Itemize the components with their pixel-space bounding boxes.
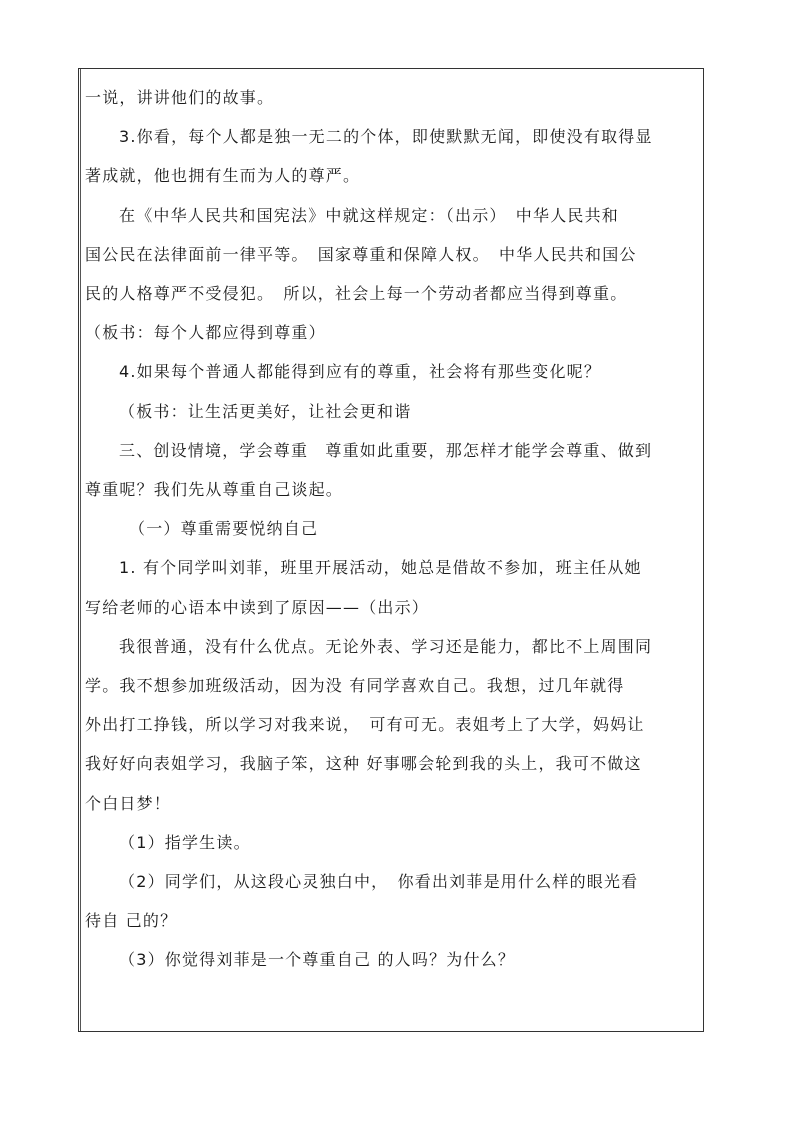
- paragraph-liu-fei-intro: [85, 548, 699, 626]
- subsection-heading: （一）尊重需要悦纳自己: [129, 519, 319, 539]
- text-line: （2）同学们，从这段心灵独白中， 你看出刘菲是用什么样的眼光看: [119, 872, 639, 892]
- blackboard-note: （板书：让生活更美好，让社会更和谐: [119, 401, 412, 421]
- paragraph-continuation: [85, 78, 699, 117]
- paragraph-subheading: [85, 509, 699, 548]
- text-line: 尊重呢？我们先从尊重自己谈起。: [85, 480, 344, 500]
- paragraph-unique-dignity: [85, 117, 699, 195]
- text-line: 我很普通，没有什么优点。无论外表、学习还是能力，都比不上周围同: [119, 636, 653, 656]
- section-heading: 三、创设情境，学会尊重 尊重如此重要，那怎样才能学会尊重、做到: [119, 440, 653, 460]
- paragraph-constitution: [85, 196, 699, 353]
- text-line: 民的人格尊严不受侵犯。 所以，社会上每一个劳动者都应当得到尊重。: [85, 284, 628, 304]
- paragraph-step-2: [85, 862, 699, 940]
- text-line: 我好好向表姐学习，我脑子笨，这种 好事哪会轮到我的头上，我可不做这: [85, 754, 642, 774]
- text-line: 学。我不想参加班级活动，因为没 有同学喜欢自己。我想，过几年就得: [85, 676, 625, 696]
- paragraph-step-3: [85, 940, 699, 979]
- text-line: 3.你看，每个人都是独一无二的个体，即使默默无闻，即使没有取得显: [119, 127, 653, 147]
- text-line: 外出打工挣钱，所以学习对我来说， 可有可无。表姐考上了大学，妈妈让: [85, 715, 645, 735]
- table-left-rule: [80, 69, 81, 1031]
- text-line: （1）指学生读。: [119, 832, 251, 852]
- paragraph-section-three: [85, 431, 699, 509]
- text-line: 一说，讲讲他们的故事。: [85, 88, 275, 107]
- paragraph-question-4: [85, 352, 699, 391]
- text-line: 待自 己的？: [85, 911, 178, 931]
- text-line: （3）你觉得刘菲是一个尊重自己 的人吗？为什么？: [119, 950, 516, 970]
- text-line: 写给老师的心语本中读到了原因——（出示）: [85, 597, 430, 617]
- text-line: 在《中华人民共和国宪法》中就这样规定：（出示） 中华人民共和: [119, 205, 620, 225]
- document-body: [85, 78, 699, 980]
- text-line: 个白日梦！: [85, 793, 172, 813]
- text-line: 1. 有个同学叫刘菲，班里开展活动，她总是借故不参加，班主任从她: [119, 558, 642, 578]
- text-line: 4.如果每个普通人都能得到应有的尊重，社会将有那些变化呢？: [119, 362, 602, 382]
- text-line: 国公民在法律面前一律平等。 国家尊重和保障人权。 中华人民共和国公: [85, 244, 637, 264]
- paragraph-blackboard-note: [85, 392, 699, 431]
- paragraph-monologue: [85, 627, 699, 823]
- blackboard-note: （板书：每个人都应得到尊重）: [85, 323, 326, 343]
- paragraph-step-1: [85, 823, 699, 862]
- text-line: 著成就，他也拥有生而为人的尊严。: [85, 166, 361, 186]
